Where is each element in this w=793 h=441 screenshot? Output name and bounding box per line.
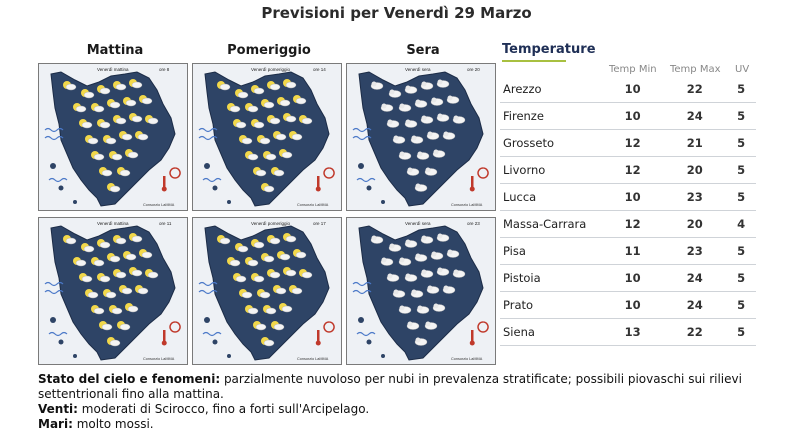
weather-map-graphic [193,218,341,364]
weather-map-graphic [347,64,495,210]
map-credit: Consorzio LaMMA [297,203,329,207]
uv-value: 5 [726,130,756,157]
header-temp-min: Temp Min [609,64,657,75]
column-heading-afternoon: Pomeriggio [227,43,311,58]
temp-min-value: 10 [602,265,663,292]
map-time: ore 23 [467,221,480,226]
temperature-row [500,76,756,103]
temp-max-value: 24 [663,292,726,319]
temp-min-value: 10 [602,103,663,130]
map-caption: Venerdì mattina [97,221,129,226]
forecast-map-afternoon-2[interactable] [192,217,342,365]
map-credit: Consorzio LaMMA [451,357,483,361]
temperature-row [500,319,756,346]
temp-min-value: 10 [602,76,663,103]
temperature-row [500,292,756,319]
temp-min-value: 11 [602,238,663,265]
uv-value: 5 [726,292,756,319]
forecast-map-morning-2[interactable] [38,217,188,365]
map-caption: Venerdì mattina [97,67,129,72]
city-name: Lucca [500,184,602,211]
uv-value: 5 [726,157,756,184]
temp-max-value: 23 [663,238,726,265]
temp-max-value: 24 [663,265,726,292]
column-heading-morning: Mattina [86,43,144,58]
uv-value: 5 [726,319,756,346]
temp-min-value: 12 [602,130,663,157]
temp-max-value: 20 [663,157,726,184]
city-name: Massa-Carrara [500,211,602,238]
column-heading-evening: Sera [406,43,440,58]
temp-max-value: 21 [663,130,726,157]
map-credit: Consorzio LaMMA [451,203,483,207]
temp-max-value: 20 [663,211,726,238]
uv-value: 5 [726,76,756,103]
weather-map-graphic [347,218,495,364]
temperature-row [500,184,756,211]
map-caption: Venerdì pomeriggio [251,67,291,72]
map-credit: Consorzio LaMMA [297,357,329,361]
uv-value: 5 [726,184,756,211]
weather-map-graphic [193,64,341,210]
city-name: Grosseto [500,130,602,157]
page-title: Previsioni per Venerdì 29 Marzo [261,4,532,22]
temp-min-value: 12 [602,157,663,184]
temperature-heading-underline [502,60,566,62]
map-time: ore 17 [313,221,326,226]
temperature-row [500,130,756,157]
temperature-row [500,157,756,184]
uv-value: 5 [726,103,756,130]
temperature-row [500,238,756,265]
temperature-table [500,76,756,346]
city-name: Livorno [500,157,602,184]
temp-max-value: 23 [663,184,726,211]
temp-min-value: 10 [602,292,663,319]
weather-map-graphic [39,64,187,210]
sea-conditions: Mari: molto mossi. [38,417,154,431]
map-time: ore 14 [313,67,326,72]
weather-bulletin [38,372,754,432]
map-time: ore 8 [159,67,170,72]
wind-conditions: Venti: moderati di Scirocco, fino a forti sull'Arcipelago. [38,402,370,416]
temperature-row [500,211,756,238]
temp-min-value: 12 [602,211,663,238]
uv-value: 5 [726,238,756,265]
forecast-map-evening-2[interactable] [346,217,496,365]
temp-min-value: 10 [602,184,663,211]
forecast-map-afternoon-1[interactable] [192,63,342,211]
header-uv: UV [735,64,750,75]
forecast-map-evening-1[interactable] [346,63,496,211]
city-name: Arezzo [500,76,602,103]
uv-value: 4 [726,211,756,238]
map-caption: Venerdì pomeriggio [251,221,291,226]
forecast-map-morning-1[interactable] [38,63,188,211]
map-caption: Venerdì sera [405,221,431,226]
temperature-row [500,265,756,292]
city-name: Firenze [500,103,602,130]
map-time: ore 20 [467,67,480,72]
uv-value: 5 [726,265,756,292]
temperature-row [500,103,756,130]
city-name: Pisa [500,238,602,265]
map-time: ore 11 [159,221,172,226]
temp-min-value: 13 [602,319,663,346]
map-credit: Consorzio LaMMA [143,203,175,207]
sky-conditions: Stato del cielo e fenomeni: parzialmente nuvoloso per nubi in prevalenza stratificate; possibili piovaschi sui rilievi settentrionali fino alla mattina. [38,372,742,401]
temperature-heading: Temperature [502,42,596,57]
map-credit: Consorzio LaMMA [143,357,175,361]
weather-map-graphic [39,218,187,364]
city-name: Pistoia [500,265,602,292]
city-name: Prato [500,292,602,319]
temp-max-value: 22 [663,319,726,346]
temp-max-value: 22 [663,76,726,103]
map-caption: Venerdì sera [405,67,431,72]
city-name: Siena [500,319,602,346]
header-temp-max: Temp Max [670,64,721,75]
temp-max-value: 24 [663,103,726,130]
